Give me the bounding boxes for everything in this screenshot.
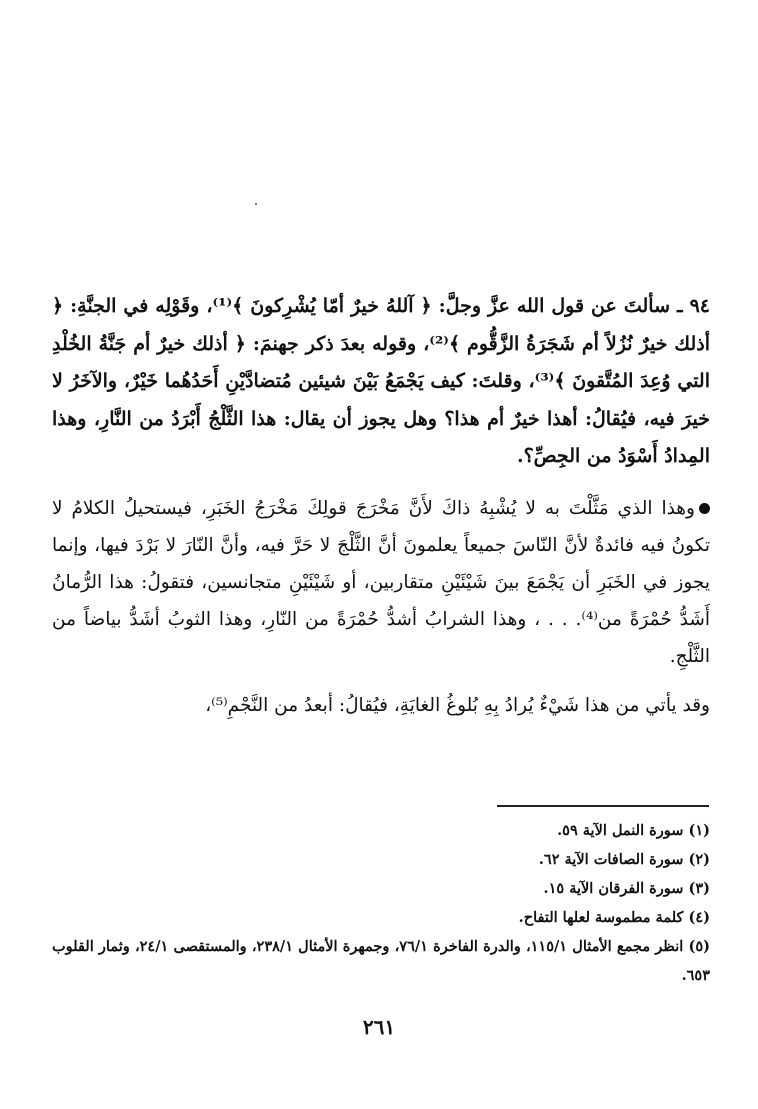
footnote-4: (٤) كلمة مطموسة لعلها التفاح. [518,909,710,926]
answer-text: وهذا الذي مَثَّلْتَ به لا يُشْبِهُ ذاكَ لأَنَّ مَخْرَجَ قولِكَ مَخْرَجُ الخَبَرِ، فيستحيلُ الكلامُ لا تكونُ فيه فائدةٌ لأنَّ النّاسَ جميعاً يعلمونَ أنَّ الثَّلْجَ لا حَرَّ فيه، وأنَّ النّارَ لا بَرْدَ فيها، وإنما يجوز في الخَبَرِ أن يَجْمَعَ بينَ شَيْئَيْنِ متقاربين، أو شَيْئَيْنِ متجانسين، فتقولُ: هذا الرُّمانُ أَشَدُّ حُمْرَةً من⁽⁴⁾. . . ، وهذا الشرابُ أشدُّ حُمْرَةً من النّارِ، وهذا الثوبُ أشَدُّ بياضاً من الثَّلْجِ. [52,497,710,667]
footnotes [52,816,710,990]
answer-paragraph [52,490,710,675]
bullet-icon [699,503,710,514]
main-text [52,288,710,724]
page-speck [255,203,257,205]
footnote-5: (٥) انظر مجمع الأمثال ١١٥/١، والدرة الفاخرة ٧٦/١، وجمهرة الأمثال ٢٣٨/١، والمستقصى ٢٤/١، وثمار القلوب ٦٥٣. [52,938,710,984]
footnote-1: (١) سورة النمل الآية ٥٩. [557,822,710,839]
continuation-paragraph: وقد يأتي من هذا شَيْءٌ يُرادُ بِهِ بُلوغُ الغايَةِ، فيُقالُ: أبعدُ من النَّجْمِ⁽⁵⁾، [205,694,710,716]
footnote-3: (٣) سورة الفرقان الآية ١٥. [543,880,710,897]
footnote-2: (٢) سورة الصافات الآية ٦٢. [538,851,710,868]
page-number: ٢٦١ [362,1015,396,1039]
footnote-divider [497,805,709,807]
question-paragraph: ٩٤ ـ سألتَ عن قول الله عزَّ وجلَّ: ﴿ آللهُ خيرٌ أمّا يُشْرِكونَ ﴾⁽¹⁾، وقَوْلِه في الجنَّةِ: ﴿ أذلك خيرٌ نُزُلاً أم شَجَرَةُ الزَّقُّوم ﴾⁽²⁾، وقوله بعدَ ذكر جهنمَ: ﴿ أذلك خيرٌ أم جَنَّةُ الخُلْدِ التي وُعِدَ المُتَّقونَ ﴾⁽³⁾، وقلتَ: كيف يَجْمَعُ بَيْنَ شيئين مُتضادَّيْنِ أَحَدُهُما خَيْرٌ، والآخَرُ لا خيرَ فيه، فيُقالُ: أهذا خيرٌ أم هذا؟ وهل يجوز أن يقال: هذا الثَّلْجُ أَبْرَدُ من النَّارِ، وهذا المِدادُ أَسْوَدُ من الجِصِّ؟. [52,295,710,467]
